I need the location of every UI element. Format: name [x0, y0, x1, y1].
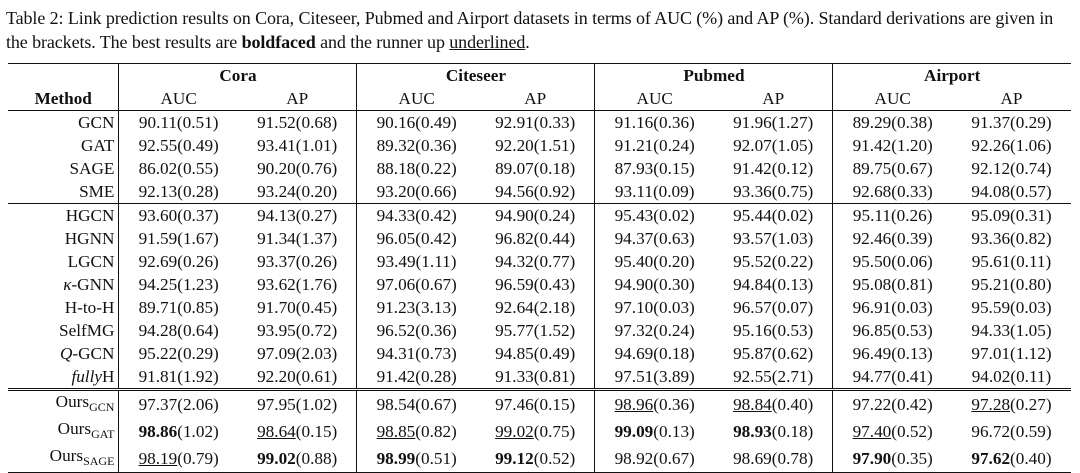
caption-prefix: Table 2: Link prediction results on Cora, Citeseer, Pubmed and Airport datasets in terms of AUC (%) and AP (%). Standard derivations are given in the brackets. The best results are	[6, 8, 1054, 52]
method-name-text: H-to-H	[64, 297, 115, 317]
result-std: (0.52)	[891, 421, 933, 441]
result-value: 98.64	[257, 421, 296, 441]
result-cell: 91.42(0.12)	[733, 158, 814, 178]
result-cell	[952, 390, 1071, 419]
result-std: (0.18)	[771, 421, 814, 441]
result-cell	[595, 390, 714, 419]
method-name	[8, 319, 119, 342]
result-cell	[476, 390, 595, 419]
result-cell	[833, 418, 952, 445]
result-cell: 96.82(0.44)	[495, 228, 576, 248]
result-cell	[357, 418, 476, 445]
result-cell: 94.13(0.27)	[238, 204, 357, 228]
result-cell: 89.07(0.18)	[495, 158, 576, 178]
result-cell: 95.09(0.31)	[952, 204, 1071, 228]
method-name-main: Ours	[57, 419, 92, 438]
result-value: 99.09	[614, 421, 654, 441]
table-row	[8, 390, 1071, 419]
result-cell: 95.77(1.52)	[495, 320, 576, 340]
result-cell: 93.49(1.11)	[357, 250, 476, 273]
result-value: 97.62	[971, 448, 1011, 468]
result-cell: 97.10(0.03)	[595, 296, 714, 319]
result-cell: 95.21(0.80)	[971, 274, 1052, 294]
result-cell: 93.37(0.26)	[257, 251, 338, 271]
method-name-text: κ-GNN	[63, 274, 115, 294]
result-cell: 95.08(0.81)	[833, 273, 952, 296]
result-std: (0.40)	[1010, 448, 1052, 468]
dataset-header-cora: Cora	[119, 64, 357, 88]
result-cell: 97.06(0.67)	[357, 273, 476, 296]
method-name-text: HGNN	[64, 228, 115, 248]
method-name-text: Q-GCN	[59, 343, 115, 363]
table-row	[8, 296, 1071, 319]
method-name-text: SME	[79, 181, 115, 201]
result-cell	[357, 390, 476, 419]
result-cell: 94.25(1.23)	[119, 273, 238, 296]
table-row	[8, 273, 1071, 296]
result-cell	[833, 445, 952, 473]
result-cell: 94.90(0.30)	[595, 273, 714, 296]
result-cell: 95.87(0.62)	[733, 343, 814, 363]
result-cell	[238, 445, 357, 473]
result-cell: 89.75(0.67)	[833, 157, 952, 180]
result-cell	[476, 445, 595, 473]
metric-header-row	[8, 87, 1071, 111]
metric-header-ap: AP	[762, 88, 785, 108]
method-name-subscript: GAT	[91, 427, 115, 441]
result-cell: 92.26(1.06)	[971, 135, 1052, 155]
method-name-text: SelfMG	[59, 320, 115, 340]
result-cell: 94.33(0.42)	[357, 204, 476, 228]
caption-bold-word: boldfaced	[241, 32, 316, 52]
result-cell: 91.23(3.13)	[357, 296, 476, 319]
table-row	[8, 227, 1071, 250]
metric-header-auc: AUC	[833, 87, 952, 111]
result-cell: 94.84(0.13)	[733, 274, 814, 294]
result-cell: 92.13(0.28)	[119, 180, 238, 204]
result-cell	[119, 418, 238, 445]
caption-middle: and the runner up	[315, 32, 450, 52]
result-std: (0.67)	[653, 448, 695, 468]
table-row	[8, 445, 1071, 473]
result-cell: 90.20(0.76)	[257, 158, 338, 178]
result-cell: 96.91(0.03)	[833, 296, 952, 319]
result-cell: 91.70(0.45)	[257, 297, 338, 317]
result-std: (0.51)	[415, 448, 457, 468]
result-cell	[238, 418, 357, 445]
result-cell	[119, 445, 238, 473]
method-name	[8, 134, 119, 157]
result-cell: 95.11(0.26)	[833, 204, 952, 228]
result-cell: 95.16(0.53)	[733, 320, 814, 340]
metric-header-auc: AUC	[119, 87, 238, 111]
table-row	[8, 418, 1071, 445]
result-value: 98.19	[138, 448, 178, 468]
result-value: 97.22	[852, 394, 892, 414]
result-cell: 92.20(0.61)	[257, 366, 338, 386]
result-std: (0.27)	[1010, 394, 1052, 414]
table-row	[8, 180, 1071, 204]
table-row	[8, 365, 1071, 390]
method-name	[8, 111, 119, 135]
table-row	[8, 319, 1071, 342]
method-name	[8, 250, 119, 273]
result-std: (0.75)	[533, 421, 576, 441]
result-cell: 96.49(0.13)	[833, 342, 952, 365]
method-name	[8, 227, 119, 250]
method-name-text: fullyH	[71, 366, 115, 386]
result-cell: 91.34(1.37)	[257, 228, 338, 248]
result-value: 98.85	[376, 421, 416, 441]
result-cell: 93.11(0.09)	[595, 180, 714, 204]
result-cell: 95.59(0.03)	[971, 297, 1052, 317]
method-name-text: HGCN	[65, 205, 115, 225]
result-cell: 92.55(2.71)	[733, 366, 814, 386]
result-cell: 96.57(0.07)	[733, 297, 814, 317]
result-value: 99.12	[495, 448, 534, 468]
method-name	[8, 445, 119, 473]
table-row	[8, 204, 1071, 228]
method-name-text: GAT	[81, 135, 115, 155]
result-cell: 91.96(1.27)	[714, 111, 833, 135]
result-std: (0.82)	[415, 421, 457, 441]
result-value: 97.95	[257, 394, 296, 414]
result-cell: 97.51(3.89)	[595, 365, 714, 390]
table-row	[8, 342, 1071, 365]
method-name-main: Ours	[49, 446, 84, 465]
result-cell: 91.52(0.68)	[238, 111, 357, 135]
result-cell: 89.71(0.85)	[119, 296, 238, 319]
result-cell: 93.24(0.20)	[257, 181, 338, 201]
result-std: (0.88)	[295, 448, 338, 468]
result-cell: 97.09(2.03)	[257, 343, 338, 363]
result-cell: 94.33(1.05)	[971, 320, 1052, 340]
result-cell: 91.42(1.20)	[833, 134, 952, 157]
result-cell	[952, 418, 1071, 445]
result-cell: 92.69(0.26)	[119, 250, 238, 273]
result-cell: 97.01(1.12)	[971, 343, 1052, 363]
result-cell: 94.77(0.41)	[833, 365, 952, 390]
result-cell	[952, 445, 1071, 473]
method-name-subscript: SAGE	[83, 454, 115, 468]
result-cell: 87.93(0.15)	[595, 157, 714, 180]
method-name-subscript: GCN	[89, 400, 115, 414]
result-cell: 94.37(0.63)	[595, 227, 714, 250]
result-cell: 93.36(0.75)	[733, 181, 814, 201]
metric-header-auc: AUC	[357, 87, 476, 111]
method-name	[8, 204, 119, 228]
table-row	[8, 250, 1071, 273]
table-row	[8, 134, 1071, 157]
result-std: (1.02)	[177, 421, 219, 441]
result-value: 97.28	[971, 394, 1011, 414]
result-cell: 92.20(1.51)	[495, 135, 576, 155]
result-cell	[476, 418, 595, 445]
result-cell: 94.32(0.77)	[495, 251, 576, 271]
dataset-header-pubmed: Pubmed	[595, 64, 833, 88]
metric-header-ap: AP	[1000, 88, 1023, 108]
result-cell	[833, 390, 952, 419]
results-body	[8, 111, 1071, 473]
result-cell: 93.60(0.37)	[119, 204, 238, 228]
result-std: (0.78)	[771, 448, 814, 468]
result-cell: 92.46(0.39)	[833, 227, 952, 250]
result-cell	[238, 390, 357, 419]
result-cell: 95.50(0.06)	[833, 250, 952, 273]
result-cell: 92.07(1.05)	[733, 135, 814, 155]
result-cell: 93.20(0.66)	[357, 180, 476, 204]
result-cell	[714, 418, 833, 445]
result-cell: 93.36(0.82)	[971, 228, 1052, 248]
result-std: (0.79)	[177, 448, 219, 468]
method-name	[8, 296, 119, 319]
result-value: 97.90	[852, 448, 892, 468]
result-std: (2.06)	[177, 394, 219, 414]
metric-header-auc: AUC	[595, 87, 714, 111]
result-value: 98.86	[138, 421, 178, 441]
result-cell	[595, 445, 714, 473]
result-std: (0.42)	[891, 394, 933, 414]
result-value: 98.96	[614, 394, 654, 414]
result-cell: 95.40(0.20)	[595, 250, 714, 273]
result-cell: 91.59(1.67)	[119, 227, 238, 250]
result-std: (0.36)	[653, 394, 695, 414]
result-value: 98.93	[733, 421, 772, 441]
result-cell: 95.52(0.22)	[733, 251, 814, 271]
result-std: (1.02)	[295, 394, 338, 414]
result-cell: 95.43(0.02)	[595, 204, 714, 228]
result-cell: 93.62(1.76)	[257, 274, 338, 294]
result-cell: 91.42(0.28)	[357, 365, 476, 390]
result-value: 97.37	[138, 394, 178, 414]
result-cell: 90.16(0.49)	[357, 111, 476, 135]
method-name-text: SAGE	[69, 158, 115, 178]
method-header: Method	[34, 88, 92, 108]
result-cell: 92.68(0.33)	[833, 180, 952, 204]
result-value: 99.02	[257, 448, 296, 468]
result-std: (0.52)	[533, 448, 576, 468]
result-cell	[714, 445, 833, 473]
table-row	[8, 157, 1071, 180]
result-cell: 86.02(0.55)	[119, 157, 238, 180]
result-std: (0.67)	[415, 394, 457, 414]
result-std: (0.15)	[295, 421, 338, 441]
dataset-header-airport: Airport	[833, 64, 1071, 88]
method-name-text: GCN	[78, 112, 115, 132]
result-value: 98.92	[614, 448, 654, 468]
result-std: (0.13)	[653, 421, 695, 441]
result-cell: 94.31(0.73)	[357, 342, 476, 365]
method-name-text: LGCN	[67, 251, 115, 271]
metric-header-ap: AP	[524, 88, 547, 108]
metric-header-ap: AP	[286, 88, 309, 108]
method-name	[8, 157, 119, 180]
result-std: (0.15)	[533, 394, 576, 414]
result-cell: 93.41(1.01)	[257, 135, 338, 155]
method-header-blank	[8, 64, 119, 88]
result-cell: 94.85(0.49)	[495, 343, 576, 363]
result-cell: 91.33(0.81)	[495, 366, 576, 386]
result-cell: 93.57(1.03)	[733, 228, 814, 248]
result-cell: 94.02(0.11)	[971, 366, 1052, 386]
caption-suffix: .	[525, 32, 530, 52]
result-cell: 90.11(0.51)	[119, 111, 238, 135]
table-row	[8, 111, 1071, 135]
result-value: 98.84	[733, 394, 772, 414]
result-cell: 88.18(0.22)	[357, 157, 476, 180]
method-name	[8, 180, 119, 204]
method-name	[8, 342, 119, 365]
caption-underlined-word: underlined	[449, 32, 526, 52]
dataset-header-citeseer: Citeseer	[357, 64, 595, 88]
result-cell: 89.32(0.36)	[357, 134, 476, 157]
method-name	[8, 418, 119, 445]
result-cell: 93.95(0.72)	[257, 320, 338, 340]
result-cell: 94.08(0.57)	[971, 181, 1052, 201]
result-cell: 92.12(0.74)	[971, 158, 1052, 178]
result-cell: 96.85(0.53)	[833, 319, 952, 342]
result-cell: 92.55(0.49)	[119, 134, 238, 157]
result-value: 98.99	[376, 448, 416, 468]
method-name-main: Ours	[55, 392, 90, 411]
dataset-header-row	[8, 64, 1071, 88]
table-caption	[6, 6, 1072, 54]
result-cell	[595, 418, 714, 445]
result-cell: 95.22(0.29)	[119, 342, 238, 365]
result-cell: 96.59(0.43)	[495, 274, 576, 294]
result-cell: 97.32(0.24)	[595, 319, 714, 342]
result-cell: 92.64(2.18)	[495, 297, 576, 317]
result-cell: 89.29(0.38)	[833, 111, 952, 135]
result-value: 96.72	[971, 421, 1011, 441]
result-cell: 96.05(0.42)	[357, 227, 476, 250]
results-table	[8, 63, 1071, 473]
result-std: (0.35)	[891, 448, 933, 468]
method-name	[8, 390, 119, 419]
result-cell: 94.90(0.24)	[476, 204, 595, 228]
result-cell: 91.37(0.29)	[952, 111, 1071, 135]
result-cell: 95.44(0.02)	[714, 204, 833, 228]
result-cell	[119, 390, 238, 419]
result-value: 97.46	[495, 394, 534, 414]
result-value: 99.02	[495, 421, 534, 441]
result-cell: 95.61(0.11)	[971, 251, 1052, 271]
result-cell	[357, 445, 476, 473]
result-value: 98.69	[733, 448, 772, 468]
result-cell	[714, 390, 833, 419]
result-value: 98.54	[376, 394, 416, 414]
result-cell: 94.56(0.92)	[495, 181, 576, 201]
result-cell: 91.81(1.92)	[119, 365, 238, 390]
method-name	[8, 273, 119, 296]
result-cell: 94.69(0.18)	[595, 342, 714, 365]
result-cell: 96.52(0.36)	[357, 319, 476, 342]
result-value: 97.40	[852, 421, 892, 441]
result-std: (0.59)	[1010, 421, 1052, 441]
result-cell: 91.16(0.36)	[595, 111, 714, 135]
result-cell: 92.91(0.33)	[476, 111, 595, 135]
result-cell: 94.28(0.64)	[119, 319, 238, 342]
result-std: (0.40)	[771, 394, 814, 414]
result-cell: 91.21(0.24)	[595, 134, 714, 157]
method-name	[8, 365, 119, 390]
